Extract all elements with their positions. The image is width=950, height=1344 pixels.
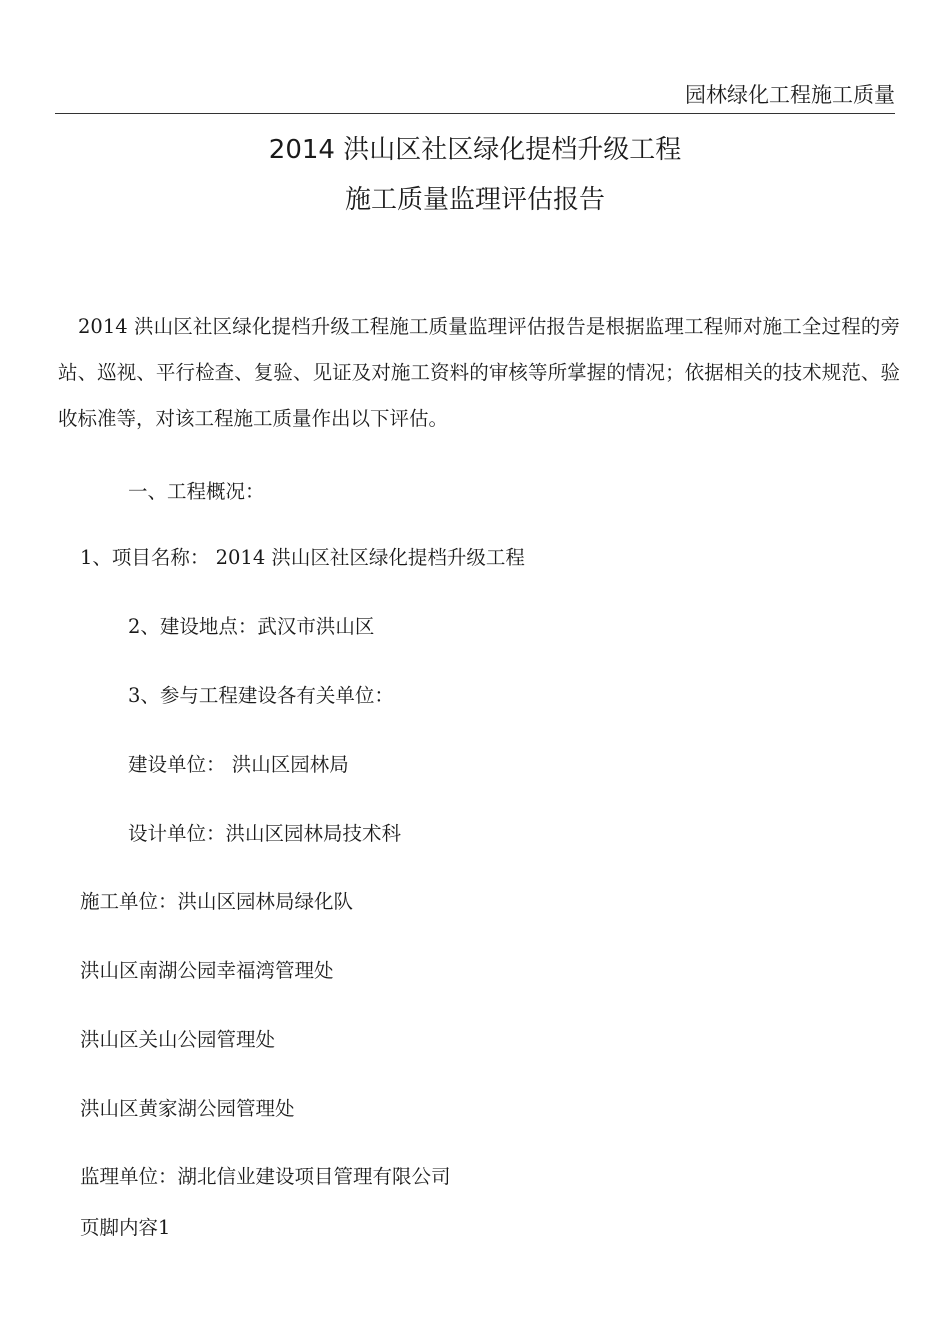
supervisor-line: 监理单位：湖北信业建设项目管理有限公司 (80, 1165, 451, 1188)
running-header: 园林绿化工程施工质量 (685, 83, 895, 107)
designer-line: 设计单位：洪山区园林局技术科 (128, 822, 402, 845)
section-heading-overview: 一、工程概况： (128, 480, 265, 503)
intro-paragraph: 2014 洪山区社区绿化提档升级工程施工质量监理评估报告是根据监理工程师对施工全过程的旁站、巡视、平行检查、复验、见证及对施工资料的审核等所掌握的情况；依据相关的技术规范、验收标准等，对该工程施工质量作出以下评估。 (58, 315, 900, 430)
document-title-line-1: 2014 洪山区社区绿化提档升级工程 (268, 135, 682, 165)
contractor-line-2: 洪山区南湖公园幸福湾管理处 (80, 959, 334, 982)
header-divider (55, 113, 895, 114)
contractor-line-4: 洪山区黄家湖公园管理处 (80, 1097, 295, 1120)
contractor-line: 施工单位：洪山区园林局绿化队 (80, 890, 354, 913)
parties-heading-line: 3、参与工程建设各有关单位： (128, 684, 394, 707)
project-name-line: 1、项目名称： 2014 洪山区社区绿化提档升级工程 (80, 546, 525, 569)
owner-line: 建设单位： 洪山区园林局 (128, 753, 349, 776)
document-title-line-2: 施工质量监理评估报告 (344, 185, 605, 215)
location-line: 2、建设地点：武汉市洪山区 (128, 615, 375, 638)
contractor-line-3: 洪山区关山公园管理处 (80, 1028, 276, 1051)
page-footer: 页脚内容1 (80, 1216, 171, 1239)
